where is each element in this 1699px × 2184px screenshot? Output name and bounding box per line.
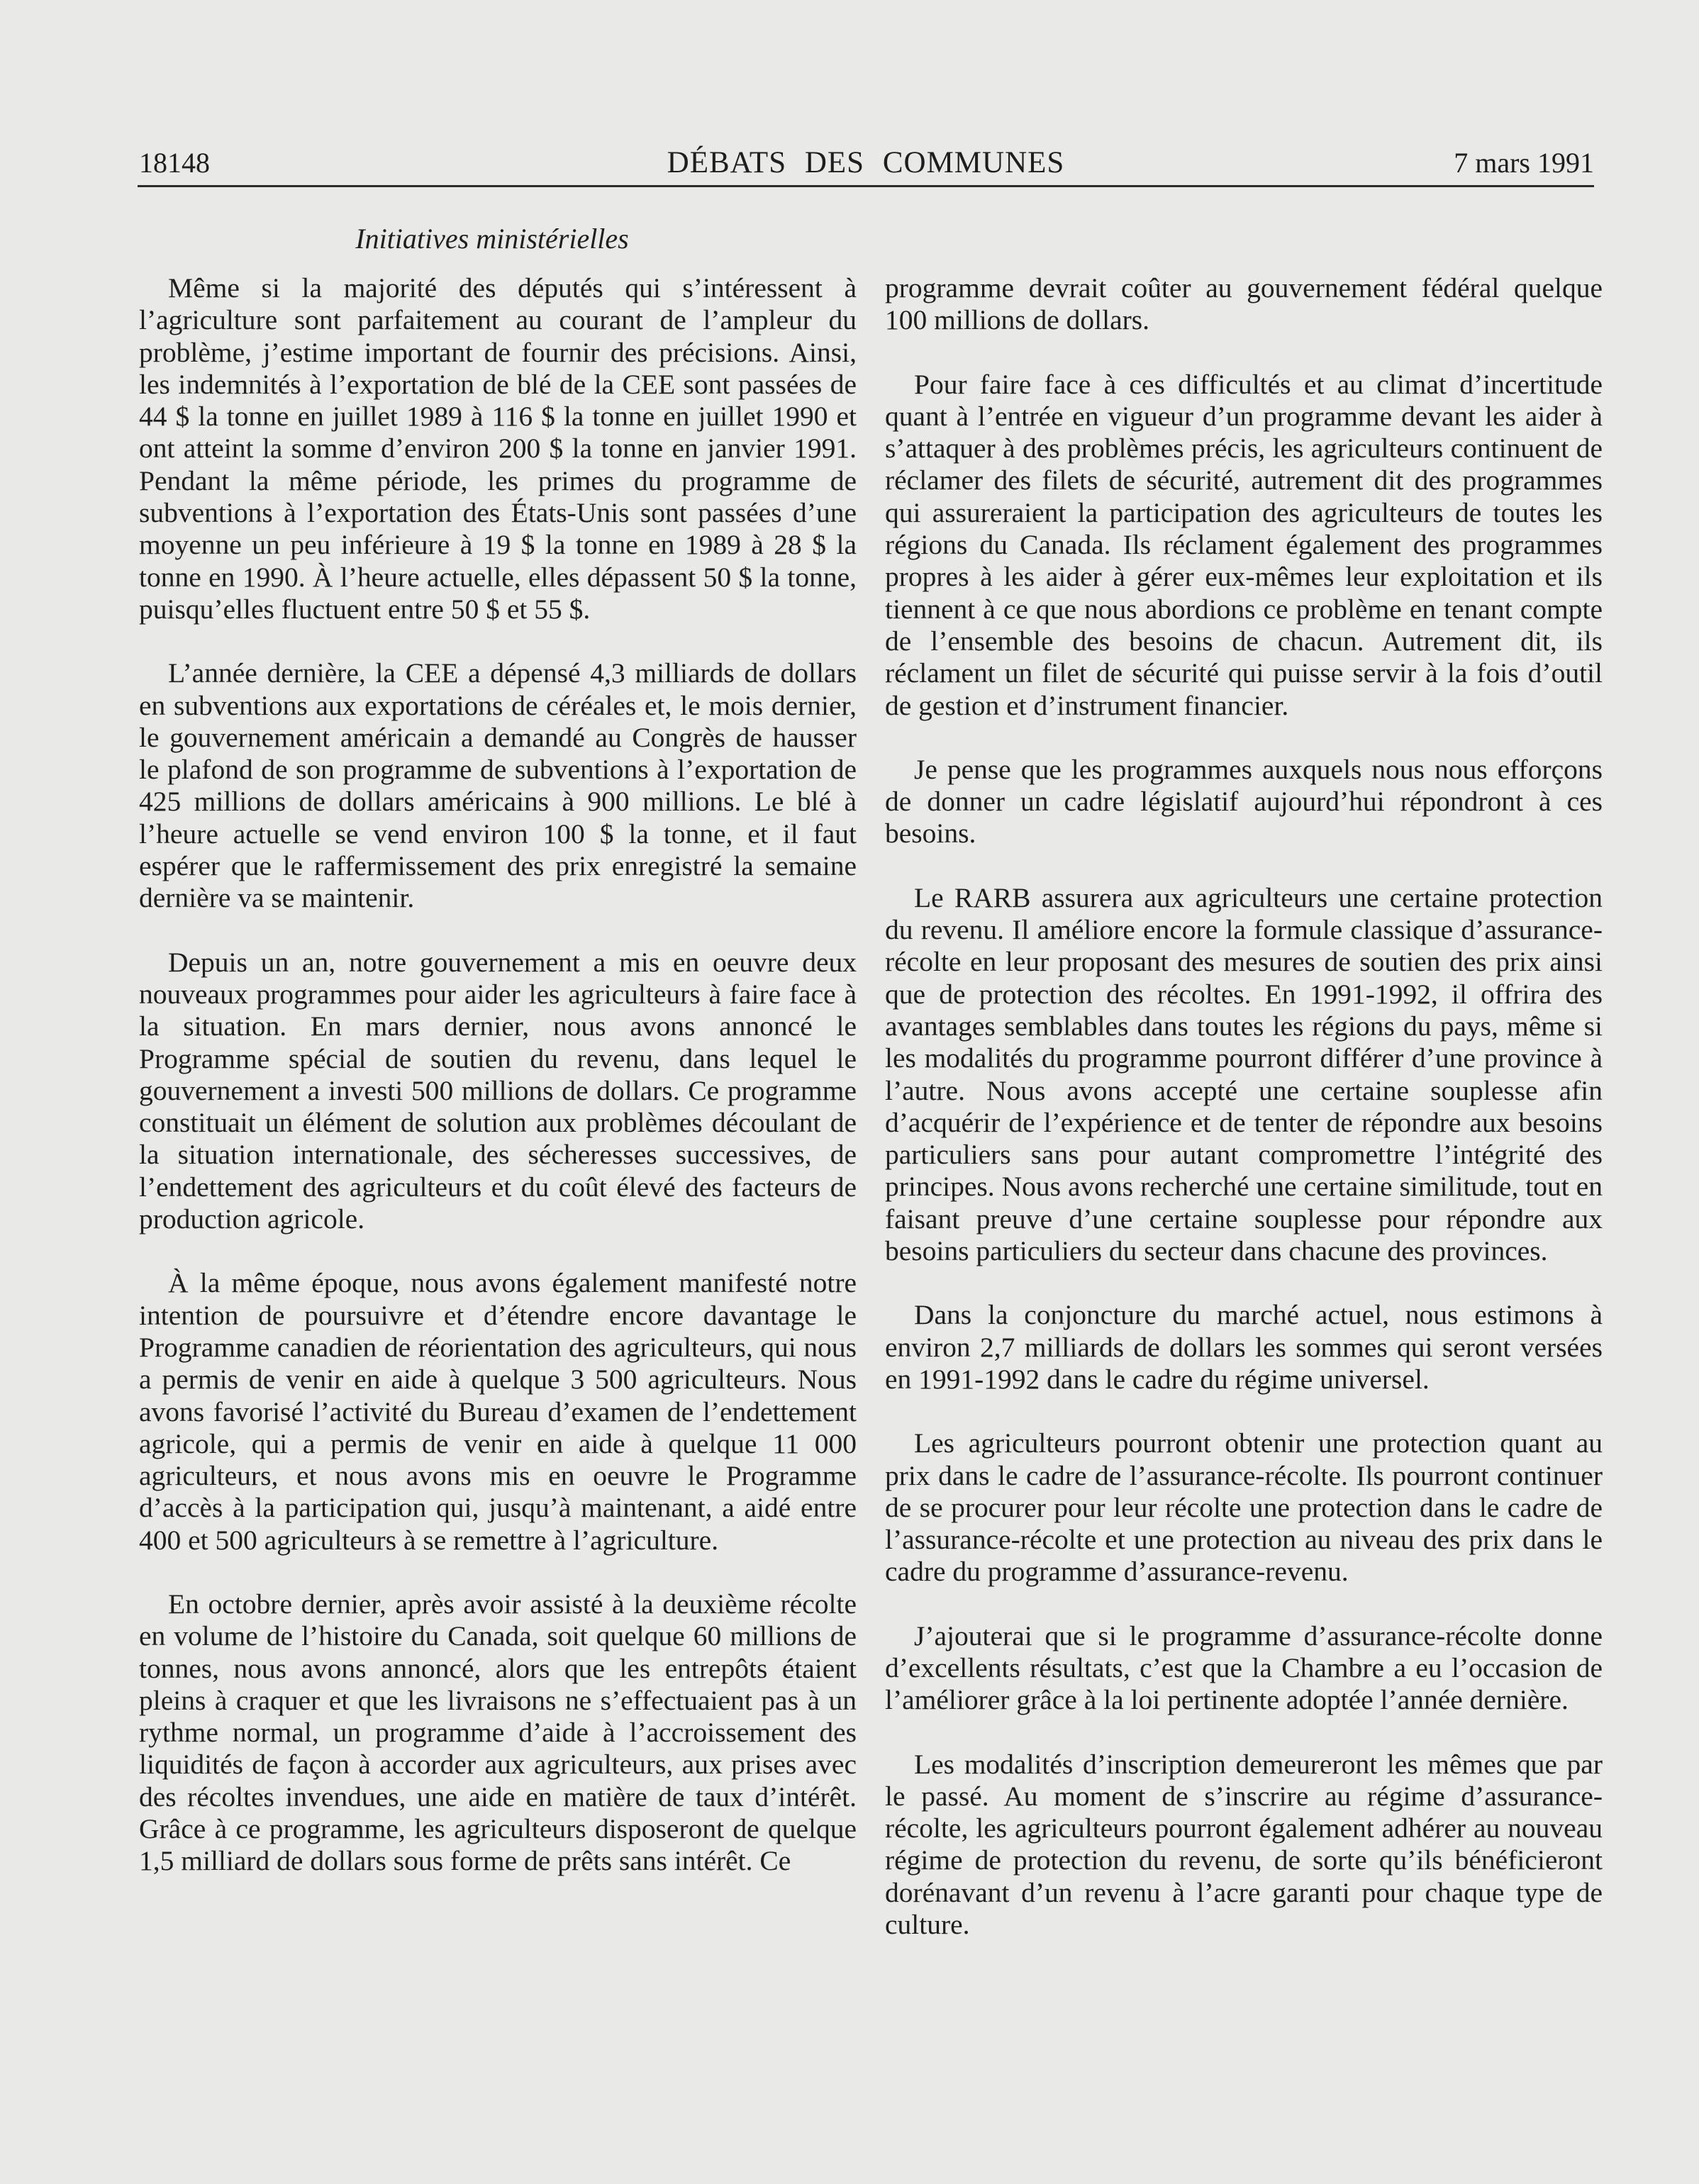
paragraph: Les agriculteurs pourront obtenir une protection quant au prix dans le cadre de l’assurance-récolte. Ils pourront continuer de se procurer pour leur récolte une protection dans le cadre de l’assurance-récolte et une protection au niveau des prix dans le cadre du programme d’assurance-revenu. [885,1427,1603,1588]
paragraph: Le RARB assurera aux agriculteurs une certaine protection du revenu. Il améliore encore la formule classique d’assurance-récolte en leur proposant des mesures de soutien des prix ainsi que de protection des récoltes. En 1991-1992, il offrira des avantages semblables dans toutes les régions du pays, même si les modalités du programme pourront différer d’une province à l’autre. Nous avons accepté une certaine souplesse afin d’acquérir de l’expérience et de tenter de répondre aux besoins particuliers sans pour autant compromettre l’intégrité des principes. Nous avons recherché une certaine similitude, tout en faisant preuve d’une certaine souplesse pour répondre aux besoins particuliers du secteur dans chacune des provinces. [885,881,1603,1267]
section-title: Initiatives ministérielles [355,223,629,255]
paragraph: Dans la conjoncture du marché actuel, nous estimons à environ 2,7 milliards de dollars les sommes qui seront versées en 1991-1992 dans le cadre du régime universel. [885,1299,1603,1395]
paragraph: Les modalités d’inscription demeureront les mêmes que par le passé. Au moment de s’inscrire au régime d’assurance-récolte, les agriculteurs pourront également adhérer au nouveau régime de protection du revenu, de sorte qu’ils bénéficieront dorénavant d’un revenu à l’acre garanti pour chaque type de culture. [885,1748,1603,1941]
paragraph: L’année dernière, la CEE a dépensé 4,3 milliards de dollars en subventions aux exportations de céréales et, le mois dernier, le gouvernement américain a demandé au Congrès de hausser le plafond de son programme de subventions à l’exportation de 425 millions de dollars américains à 900 millions. Le blé à l’heure actuelle se vend environ 100 $ la tonne, et il faut espérer que le raffermissement des prix enregistré la semaine dernière va se maintenir. [139,657,857,914]
page-number: 18148 [139,147,210,179]
paragraph: J’ajouterai que si le programme d’assurance-récolte donne d’excellents résultats, c’est que la Chambre a eu l’occasion de l’améliorer grâce à la loi pertinente adoptée l’année dernière. [885,1620,1603,1716]
paragraph: Depuis un an, notre gouvernement a mis en oeuvre deux nouveaux programmes pour aider les agriculteurs à faire face à la situation. En mars dernier, nous avons annoncé le Programme spécial de soutien du revenu, dans lequel le gouvernement a investi 500 millions de dollars. Ce programme constituait un élément de solution aux problèmes découlant de la situation internationale, des sécheresses successives, de l’endettement des agriculteurs et du coût élevé des facteurs de production agricole. [139,946,857,1235]
left-column [139,272,857,1910]
paragraph: En octobre dernier, après avoir assisté à la deuxième récolte en volume de l’histoire du Canada, soit quelque 60 millions de tonnes, nous avons annoncé, alors que les entrepôts étaient pleins à craquer et que les livraisons ne s’effectuaient pas à un rythme normal, un programme d’aide à l’accroissement des liquidités de façon à accorder aux agriculteurs, aux prises avec des récoltes invendues, une aide en matière de taux d’intérêt. Grâce à ce programme, les agriculteurs disposeront de quelque 1,5 milliard de dollars sous forme de prêts sans intérêt. Ce [139,1588,857,1877]
paragraph-continuation: programme devrait coûter au gouvernement fédéral quelque 100 millions de dollars. [885,272,1603,336]
publication-title: DÉBATS DES COMMUNES [667,146,1065,179]
header-rule [138,185,1594,187]
paragraph: À la même époque, nous avons également manifesté notre intention de poursuivre et d’étendre encore davantage le Programme canadien de réorientation des agriculteurs, qui nous a permis de venir en aide à quelque 3 500 agriculteurs. Nous avons favorisé l’activité du Bureau d’examen de l’endettement agricole, qui a permis de venir en aide à quelque 11 000 agriculteurs, et nous avons mis en oeuvre le Programme d’accès à la participation qui, jusqu’à maintenant, a aidé entre 400 et 500 agriculteurs à se remettre à l’agriculture. [139,1267,857,1556]
page-header [138,142,1594,184]
paragraph: Pour faire face à ces difficultés et au climat d’incertitude quant à l’entrée en vigueur d’un programme devant les aider à s’attaquer à des problèmes précis, les agriculteurs continuent de réclamer des filets de sécurité, autrement dit des programmes qui assureraient la participation des agriculteurs de toutes les régions du Canada. Ils réclament également des programmes propres à les aider à gérer eux-mêmes leur exploitation et ils tiennent à ce que nous abordions ce problème en tenant compte de l’ensemble des besoins de chacun. Autrement dit, ils réclament un filet de sécurité qui puisse servir à la fois d’outil de gestion et d’instrument financier. [885,368,1603,721]
paragraph: Je pense que les programmes auxquels nous nous efforçons de donner un cadre législatif aujourd’hui répondront à ces besoins. [885,753,1603,849]
right-column [885,272,1603,1973]
paragraph: Même si la majorité des députés qui s’intéressent à l’agriculture sont parfaitement au courant de l’ampleur du problème, j’estime important de fournir des précisions. Ainsi, les indemnités à l’exportation de blé de la CEE sont passées de 44 $ la tonne en juillet 1989 à 116 $ la tonne en juillet 1990 et ont atteint la somme d’environ 200 $ la tonne en janvier 1991. Pendant la même période, les primes du programme de subventions à l’exportation des États-Unis sont passées d’une moyenne un peu inférieure à 19 $ la tonne en 1989 à 28 $ la tonne en 1990. À l’heure actuelle, elles dépassent 50 $ la tonne, puisqu’elles fluctuent entre 50 $ et 55 $. [139,272,857,625]
publication-date: 7 mars 1991 [1454,147,1594,179]
